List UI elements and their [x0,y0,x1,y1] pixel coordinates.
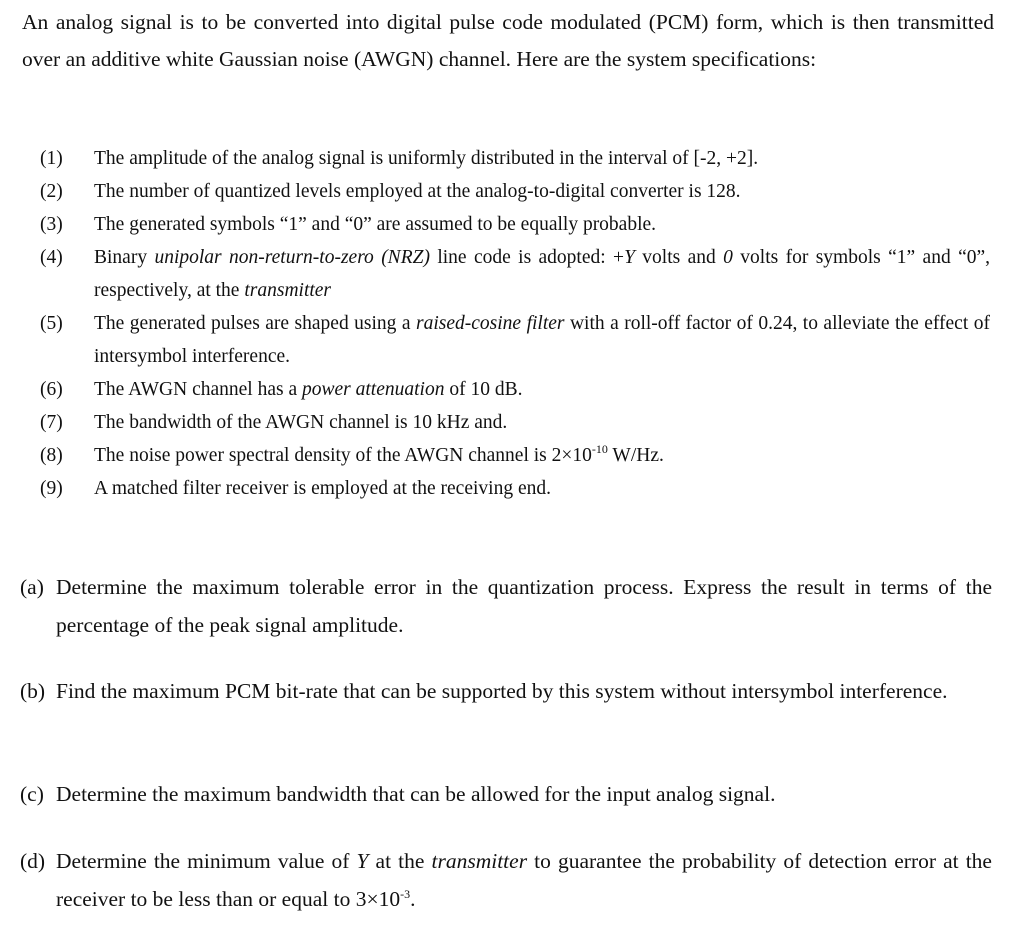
question-text [56,568,992,644]
question-label: (d) [20,849,46,873]
spec-number: (8) [40,445,63,466]
spec-number: (3) [40,214,63,235]
spec-text [94,208,990,241]
spec-number: (9) [40,478,63,499]
text-run: The bandwidth of the AWGN channel is 10 kHz and. [94,412,508,433]
question-label: (c) [20,782,44,806]
question-c [20,775,992,813]
italic-text: transmitter [244,280,332,301]
spec-text [94,307,990,373]
italic-text: transmitter [431,849,528,873]
text-run: The noise power spectral density of the AWGN channel is 2×10 [94,445,592,466]
text-run: Find the maximum PCM bit-rate that can be supported by this system without intersymbol interference. [56,679,948,703]
spec-text [94,439,990,472]
text-run: Determine the minimum value of [56,849,357,873]
superscript-exponent: -10 [591,442,608,456]
text-run: with a roll-off factor of 0.24, to alleviate the effect of intersymbol interference. [94,313,990,367]
spec-item [40,142,990,175]
spec-item [40,307,990,373]
spec-item [40,406,990,439]
spec-number: (2) [40,181,63,202]
spec-item [40,175,990,208]
text-run: Determine the maximum bandwidth that can be allowed for the input analog signal. [56,782,776,806]
spec-text [94,241,990,307]
text-run: at the [368,849,432,873]
text-run: of 10 dB. [444,379,523,400]
problem-intro: An analog signal is to be converted into digital pulse code modulated (PCM) form, which is then transmitted over an additive white Gaussian noise (AWGN) channel. Here are the system specifications: [22,10,994,71]
spec-number: (1) [40,148,63,169]
spec-text [94,406,990,439]
question-b [20,672,992,710]
superscript-exponent: -3 [400,887,411,901]
question-d [20,842,992,918]
italic-text: 0 [723,247,733,268]
text-run: Binary [94,247,155,268]
spec-number: (5) [40,313,63,334]
spec-text [94,142,990,175]
spec-number: (4) [40,247,63,268]
question-label: (b) [20,679,46,703]
italic-text: Y [356,849,369,873]
question-label: (a) [20,575,44,599]
text-run: volts and [634,247,724,268]
spec-item [40,472,990,505]
spec-number: (6) [40,379,63,400]
italic-text: raised-cosine filter [416,313,565,334]
text-run: to guarantee the probability of detection error at the receiver to be less than or equal to 3×10 [56,849,992,911]
spec-number: (7) [40,412,63,433]
spec-text [94,472,990,505]
spec-text [94,373,990,406]
italic-text: Y [624,247,635,268]
spec-item [40,439,990,472]
system-specifications-list [40,142,990,505]
italic-text: power attenuation [302,379,445,400]
text-run: A matched filter receiver is employed at the receiving end. [94,478,551,499]
text-run: W/Hz. [607,445,664,466]
question-text [56,775,992,813]
text-run: Determine the maximum tolerable error in the quantization process. Express the result in terms of the percentage of the peak signal amplitude. [56,575,992,637]
spec-item [40,208,990,241]
text-run: The AWGN channel has a [94,379,302,400]
question-a [20,568,992,644]
text-run: . [410,887,416,911]
text-run: The amplitude of the analog signal is uniformly distributed in the interval of [-2, +2]. [94,148,759,169]
text-run: The number of quantized levels employed at the analog-to-digital converter is 128. [94,181,741,202]
question-text [56,842,992,918]
text-run: The generated pulses are shaped using a [94,313,417,334]
spec-text [94,175,990,208]
spec-item [40,241,990,307]
text-run: The generated symbols “1” and “0” are assumed to be equally probable. [94,214,657,235]
text-run: volts for symbols “1” and “0”, respectively, at the [94,247,991,301]
question-text [56,672,992,710]
italic-text: unipolar non-return-to-zero (NRZ) [154,247,430,268]
text-run: line code is adopted: + [429,247,625,268]
spec-item [40,373,990,406]
